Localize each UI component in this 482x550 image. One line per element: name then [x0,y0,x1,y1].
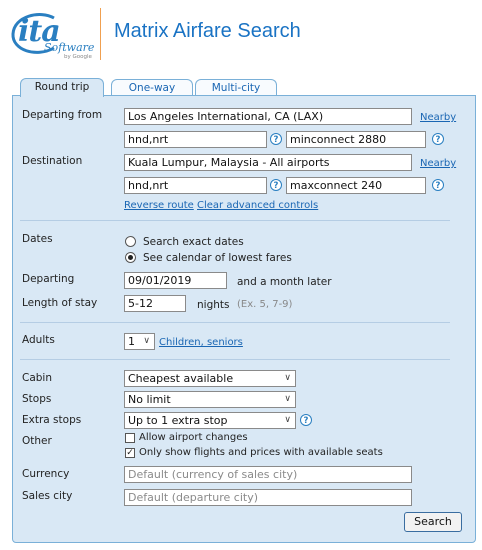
length-of-stay-label: Length of stay [22,297,98,309]
sales-city-label: Sales city [22,490,73,502]
section-divider [20,359,450,360]
tab-multi-city[interactable]: Multi-city [195,79,277,96]
extra-stops-select[interactable] [124,412,296,429]
allow-airport-changes-checkbox[interactable] [125,433,135,443]
tab-round-trip[interactable]: Round trip [20,78,104,97]
destination-airport-input[interactable]: Kuala Lumpur, Malaysia - All airports [124,154,412,171]
allow-airport-changes-label: Allow airport changes [139,432,248,443]
ita-logo-text: ita [18,14,60,49]
destination-extension-input[interactable]: maxconnect 240 [286,177,426,194]
other-label: Other [22,435,52,447]
header-divider [100,8,101,60]
departing-nearby-link[interactable]: Nearby [420,112,457,123]
cabin-label: Cabin [22,372,53,384]
radio-calendar-fares-label: See calendar of lowest fares [143,252,292,264]
extra-stops-select-value: Up to 1 extra stop [128,414,228,427]
stops-label: Stops [22,393,52,405]
cabin-select-value: Cheapest available [128,372,234,385]
length-of-stay-input[interactable]: 5-12 [124,295,186,312]
tab-one-way[interactable]: One-way [111,79,193,96]
ita-logo-by-google: by Google [64,54,92,60]
currency-label: Currency [22,468,70,480]
departing-airport-input[interactable]: Los Angeles International, CA (LAX) [124,108,412,125]
reverse-route-link[interactable]: Reverse route [124,200,194,211]
stops-select-value: No limit [128,393,171,406]
only-available-seats-label: Only show flights and prices with available seats [139,447,383,458]
currency-input[interactable]: Default (currency of sales city) [124,466,412,483]
departing-from-label: Departing from [22,109,103,121]
departing-extension-input[interactable]: minconnect 2880 [286,131,426,148]
destination-nearby-link[interactable]: Nearby [420,158,457,169]
chevron-down-icon: ∨ [284,415,291,425]
search-button[interactable]: Search [404,512,462,532]
help-icon[interactable]: ? [270,179,282,191]
chevron-down-icon: ∨ [284,373,291,383]
chevron-down-icon: ∨ [284,394,291,404]
help-icon[interactable]: ? [270,133,282,145]
destination-label: Destination [22,155,83,167]
nights-label: nights [197,299,230,311]
adults-select[interactable] [124,333,155,350]
section-divider [20,220,450,221]
help-icon[interactable]: ? [432,179,444,191]
stops-select[interactable] [124,391,296,408]
only-available-seats-checkbox[interactable]: ✓ [126,448,134,458]
departing-routing-input[interactable]: hnd,nrt [124,131,267,148]
dates-label: Dates [22,233,53,245]
children-seniors-link[interactable]: Children, seniors [159,337,243,348]
cabin-select[interactable] [124,370,296,387]
departing-date-suffix: and a month later [237,276,332,288]
chevron-down-icon: ∨ [143,336,150,346]
radio-exact-dates[interactable] [125,236,136,247]
app-title: Matrix Airfare Search [114,20,301,42]
departing-date-label: Departing [22,273,75,285]
departing-date-input[interactable]: 09/01/2019 [124,272,227,289]
radio-calendar-fares[interactable] [125,252,136,263]
ita-logo-software: Software [44,41,95,54]
radio-exact-dates-label: Search exact dates [143,236,244,248]
section-divider [20,322,450,323]
adults-label: Adults [22,334,55,346]
adults-select-value: 1 [128,335,135,348]
clear-advanced-controls-link[interactable]: Clear advanced controls [197,200,319,211]
help-icon[interactable]: ? [432,133,444,145]
sales-city-input[interactable]: Default (departure city) [124,489,412,506]
extra-stops-label: Extra stops [22,414,82,426]
stay-hint: (Ex. 5, 7-9) [237,299,293,310]
destination-routing-input[interactable]: hnd,nrt [124,177,267,194]
help-icon[interactable]: ? [300,414,312,426]
